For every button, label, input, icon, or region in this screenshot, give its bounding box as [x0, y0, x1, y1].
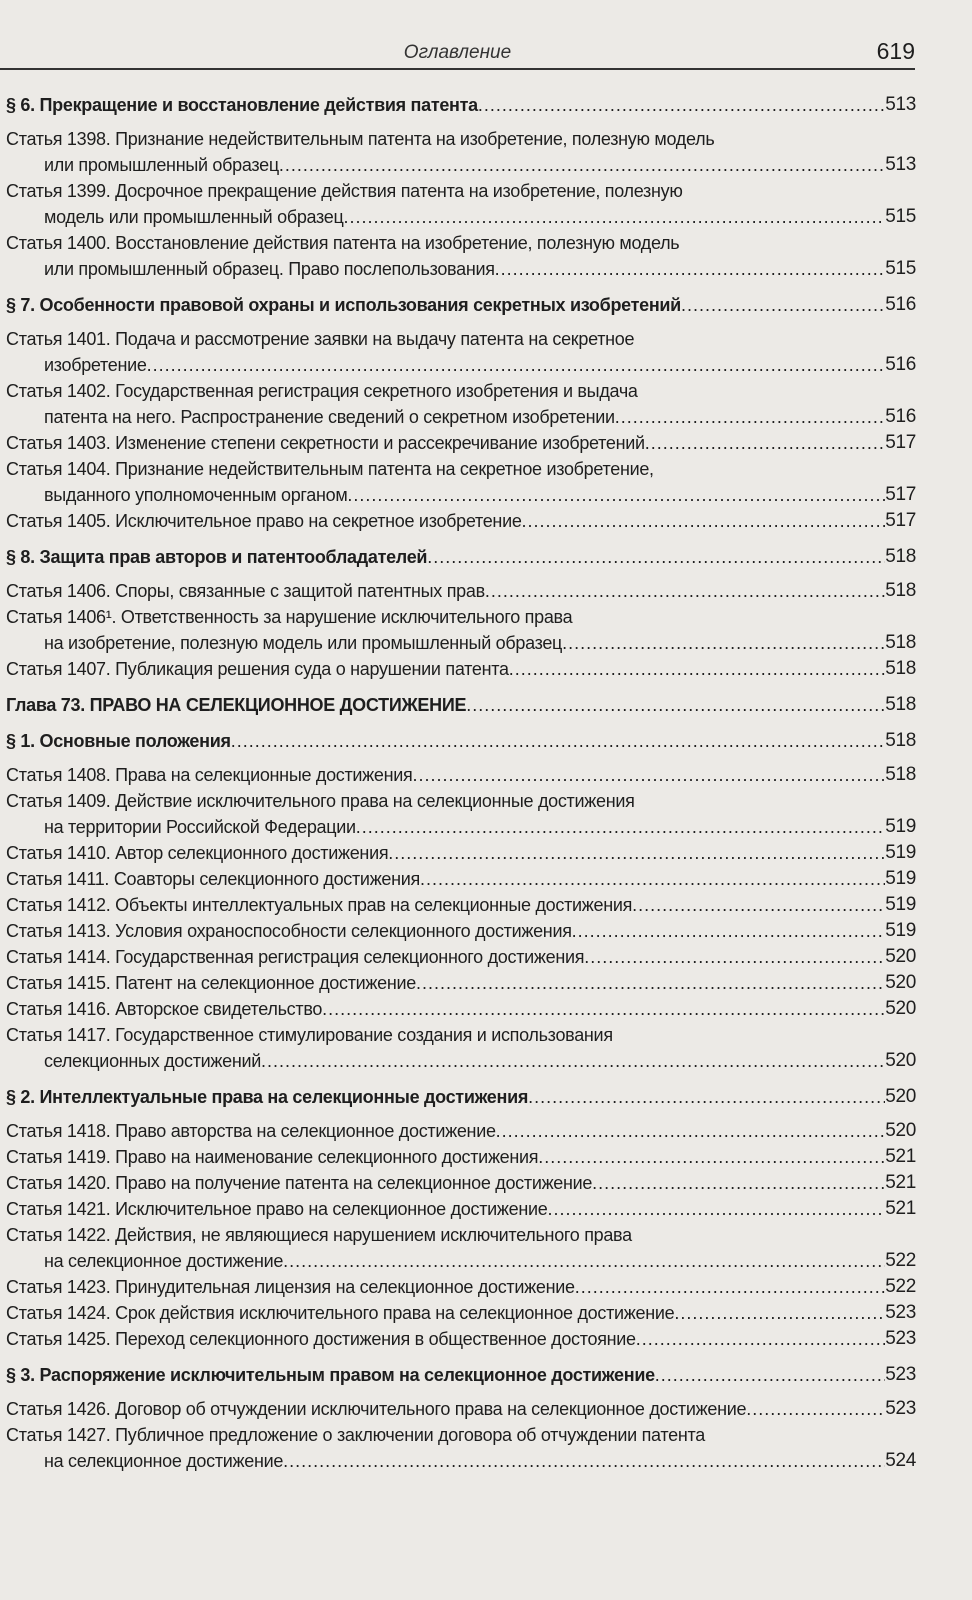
- toc-article-entry[interactable]: [6, 840, 916, 866]
- toc-entry-text: § 7. Особенности правовой охраны и использования секретных изобретений: [6, 295, 681, 315]
- toc-entry-line: [6, 918, 916, 944]
- toc-article-entry[interactable]: [6, 326, 916, 378]
- dot-leader: [485, 578, 885, 604]
- toc-section-heading[interactable]: [6, 1084, 916, 1110]
- toc-page-number: 518: [885, 546, 916, 567]
- toc-page-number: 520: [885, 946, 916, 967]
- dot-leader: [522, 508, 886, 534]
- toc-entry-line: [6, 1300, 916, 1326]
- toc-article-entry[interactable]: [6, 230, 916, 282]
- toc-article-entry[interactable]: [6, 1022, 916, 1074]
- dot-leader: [572, 918, 886, 944]
- toc-page-number: 520: [885, 1086, 916, 1107]
- dot-leader: [584, 944, 885, 970]
- toc-entry-text: Статья 1406¹. Ответственность за нарушение исключительного права: [6, 607, 573, 627]
- dot-leader: [344, 204, 886, 230]
- toc-entry-line: [6, 1326, 916, 1352]
- toc-entry-text: Статья 1422. Действия, не являющиеся нарушением исключительного права: [6, 1225, 632, 1245]
- toc-entry-line: [6, 430, 916, 456]
- toc-entry-text: § 2. Интеллектуальные права на селекционные достижения: [6, 1087, 529, 1107]
- dot-leader: [466, 692, 885, 718]
- toc-page-number: 518: [885, 730, 916, 751]
- dot-leader: [528, 1084, 885, 1110]
- toc-entry-text: Статья 1421. Исключительное право на селекционное достижение: [6, 1199, 548, 1219]
- toc-entry-text: Статья 1411. Соавторы селекционного достижения: [6, 869, 420, 889]
- toc-page-number: 523: [885, 1398, 916, 1419]
- toc-page-number: 523: [885, 1302, 916, 1323]
- toc-section-heading[interactable]: [6, 692, 916, 718]
- dot-leader: [279, 152, 885, 178]
- toc-page-number: 521: [885, 1172, 916, 1193]
- toc-entry-text: Статья 1401. Подача и рассмотрение заявки на выдачу патента на секретное: [6, 329, 635, 349]
- toc-entry-text: Статья 1402. Государственная регистрация секретного изобретения и выдача: [6, 381, 638, 401]
- toc-entry-line: [6, 1222, 916, 1248]
- dot-leader: [420, 866, 885, 892]
- toc-entry-line: [6, 944, 916, 970]
- dot-leader: [509, 656, 886, 682]
- dot-leader: [681, 292, 885, 318]
- toc-article-entry[interactable]: [6, 866, 916, 892]
- toc-article-entry[interactable]: [6, 656, 916, 682]
- dot-leader: [322, 996, 885, 1022]
- toc-page-number: 520: [885, 1120, 916, 1141]
- toc-entry-line: [6, 1274, 916, 1300]
- toc-entry-line: [6, 1396, 916, 1422]
- toc-page-number: 521: [885, 1198, 916, 1219]
- toc-entry-line: [6, 866, 916, 892]
- toc-entry-line: [6, 230, 916, 256]
- page-number: 619: [876, 38, 915, 64]
- toc-entry-line: [6, 892, 916, 918]
- toc-page-number: 518: [885, 658, 916, 679]
- toc-entry-text: Статья 1410. Автор селекционного достижения: [6, 843, 389, 863]
- toc-entry-text: Статья 1415. Патент на селекционное достижение: [6, 973, 416, 993]
- toc-entry-text: Статья 1419. Право на наименование селекционного достижения: [6, 1147, 539, 1167]
- toc-article-entry[interactable]: [6, 970, 916, 996]
- toc-article-entry[interactable]: [6, 1222, 916, 1274]
- dot-leader: [388, 840, 885, 866]
- toc-entry-line: [6, 1170, 916, 1196]
- toc-entry-line: [6, 814, 916, 840]
- toc-entry-text: Статья 1398. Признание недействительным патента на изобретение, полезную модель: [6, 129, 715, 149]
- toc-page-number: 516: [885, 294, 916, 315]
- toc-entry-text: Статья 1409. Действие исключительного права на селекционные достижения: [6, 791, 635, 811]
- toc-page-number: 518: [885, 764, 916, 785]
- toc-article-entry[interactable]: [6, 430, 916, 456]
- toc-page-number: 520: [885, 972, 916, 993]
- dot-leader: [283, 1248, 885, 1274]
- toc-page-number: 522: [885, 1250, 916, 1271]
- toc-article-entry[interactable]: [6, 996, 916, 1022]
- toc-page-number: 519: [885, 868, 916, 889]
- dot-leader: [412, 762, 885, 788]
- toc-entry-line: [6, 326, 916, 352]
- dot-leader: [231, 728, 886, 754]
- toc-article-entry[interactable]: [6, 178, 916, 230]
- toc-entry-text: § 1. Основные положения: [6, 731, 231, 751]
- toc-entry-text: Статья 1423. Принудительная лицензия на селекционное достижение: [6, 1277, 575, 1297]
- toc-entry-text: на территории Российской Федерации: [44, 817, 356, 837]
- toc-entry-text: Статья 1400. Восстановление действия патента на изобретение, полезную модель: [6, 233, 680, 253]
- toc-entry-text: Статья 1406. Споры, связанные с защитой патентных прав: [6, 581, 485, 601]
- toc-entry-line: [6, 1448, 916, 1474]
- toc-entry-text: или промышленный образец: [44, 155, 279, 175]
- toc-entry-text: Статья 1424. Срок действия исключительного права на селекционное достижение: [6, 1303, 675, 1323]
- toc-article-entry[interactable]: [6, 456, 916, 508]
- dot-leader: [261, 1048, 885, 1074]
- toc-article-entry[interactable]: [6, 1274, 916, 1300]
- toc-entry-line: [6, 1048, 916, 1074]
- toc-entry-line: [6, 1144, 916, 1170]
- dot-leader: [592, 1170, 885, 1196]
- dot-leader: [416, 970, 885, 996]
- toc-entry-line: [6, 204, 916, 230]
- toc-page-number: 516: [885, 354, 916, 375]
- toc-entry-line: [6, 1248, 916, 1274]
- toc-entry-text: выданного уполномоченным органом: [44, 485, 348, 505]
- toc-section-heading[interactable]: [6, 544, 916, 570]
- toc-page-number: 522: [885, 1276, 916, 1297]
- toc-entry-line: [6, 1422, 916, 1448]
- toc-entry-line: [6, 1362, 916, 1388]
- toc-article-entry[interactable]: [6, 1396, 916, 1422]
- dot-leader: [632, 892, 885, 918]
- toc-page-number: 513: [885, 94, 916, 115]
- toc-article-entry[interactable]: [6, 1300, 916, 1326]
- toc-entry-line: [6, 92, 916, 118]
- toc-page-number: 515: [885, 258, 916, 279]
- toc-entry-text: Статья 1408. Права на селекционные достижения: [6, 765, 413, 785]
- toc-entry-line: [6, 578, 916, 604]
- toc-entry-text: Статья 1417. Государственное стимулирование создания и использования: [6, 1025, 613, 1045]
- toc-page-number: 517: [885, 510, 916, 531]
- toc-entry-line: [6, 378, 916, 404]
- toc-page-number: 513: [885, 154, 916, 175]
- dot-leader: [615, 404, 885, 430]
- dot-leader: [636, 1326, 885, 1352]
- toc-article-entry[interactable]: [6, 944, 916, 970]
- toc-page-number: 523: [885, 1328, 916, 1349]
- dot-leader: [562, 630, 885, 656]
- toc-page-number: 520: [885, 998, 916, 1019]
- toc-entry-line: [6, 544, 916, 570]
- toc-entry-line: [6, 1084, 916, 1110]
- toc-page-number: 519: [885, 842, 916, 863]
- toc-entry-text: Статья 1416. Авторское свидетельство: [6, 999, 323, 1019]
- toc-entry-text: модель или промышленный образец: [44, 207, 344, 227]
- toc-page-number: 515: [885, 206, 916, 227]
- toc-entry-text: Статья 1399. Досрочное прекращение действия патента на изобретение, полезную: [6, 181, 683, 201]
- dot-leader: [495, 256, 886, 282]
- toc-entry-text: Статья 1413. Условия охраноспособности селекционного достижения: [6, 921, 572, 941]
- toc-entry-line: [6, 728, 916, 754]
- toc-entry-text: Статья 1427. Публичное предложение о заключении договора об отчуждении патента: [6, 1425, 705, 1445]
- toc-entry-line: [6, 482, 916, 508]
- toc-entry-line: [6, 604, 916, 630]
- toc-page-number: 518: [885, 632, 916, 653]
- dot-leader: [147, 352, 886, 378]
- toc-article-entry[interactable]: [6, 1170, 916, 1196]
- toc-page-number: 517: [885, 484, 916, 505]
- toc-entry-text: Статья 1404. Признание недействительным патента на секретное изобретение,: [6, 459, 654, 479]
- toc-entry-line: [6, 456, 916, 482]
- toc-page-number: 519: [885, 920, 916, 941]
- dot-leader: [645, 430, 885, 456]
- toc-page-number: 518: [885, 580, 916, 601]
- dot-leader: [575, 1274, 886, 1300]
- toc-page-number: 518: [885, 694, 916, 715]
- toc-article-entry[interactable]: [6, 918, 916, 944]
- toc-entry-line: [6, 788, 916, 814]
- toc-section-heading[interactable]: [6, 1362, 916, 1388]
- toc-entry-line: [6, 692, 916, 718]
- toc-entry-line: [6, 292, 916, 318]
- running-header: [0, 36, 915, 70]
- toc-entry-line: [6, 656, 916, 682]
- dot-leader: [674, 1300, 885, 1326]
- toc-article-entry[interactable]: [6, 1422, 916, 1474]
- toc-entry-line: [6, 1196, 916, 1222]
- toc-entry-text: на селекционное достижение: [44, 1251, 284, 1271]
- toc-entry-line: [6, 1022, 916, 1048]
- toc-entry-text: Статья 1425. Переход селекционного достижения в общественное достояние: [6, 1329, 636, 1349]
- toc-article-entry[interactable]: [6, 1196, 916, 1222]
- toc-page-number: 519: [885, 816, 916, 837]
- toc-entry-line: [6, 404, 916, 430]
- toc-entry-text: § 8. Защита прав авторов и патентообладателей: [6, 547, 428, 567]
- toc-entry-text: Статья 1407. Публикация решения суда о нарушении патента: [6, 659, 509, 679]
- toc-article-entry[interactable]: [6, 578, 916, 604]
- toc-entry-line: [6, 152, 916, 178]
- toc-article-entry[interactable]: [6, 604, 916, 656]
- toc-entry-line: [6, 178, 916, 204]
- toc-article-entry[interactable]: [6, 126, 916, 178]
- toc-article-entry[interactable]: [6, 762, 916, 788]
- toc-entry-line: [6, 970, 916, 996]
- toc-section-heading[interactable]: [6, 92, 916, 118]
- toc-entry-text: или промышленный образец. Право послепользования: [44, 259, 495, 279]
- toc-entry-text: на изобретение, полезную модель или промышленный образец: [44, 633, 563, 653]
- dot-leader: [538, 1144, 885, 1170]
- dot-leader: [496, 1118, 886, 1144]
- toc-page-number: 523: [885, 1364, 916, 1385]
- toc-entry-text: Статья 1414. Государственная регистрация селекционного достижения: [6, 947, 585, 967]
- toc-entry-text: Статья 1418. Право авторства на селекционное достижение: [6, 1121, 496, 1141]
- dot-leader: [356, 814, 885, 840]
- toc-page-number: 516: [885, 406, 916, 427]
- toc-page-number: 524: [885, 1450, 916, 1471]
- toc-entry-text: § 3. Распоряжение исключительным правом на селекционное достижение: [6, 1365, 655, 1385]
- dot-leader: [655, 1362, 885, 1388]
- toc-article-entry[interactable]: [6, 1144, 916, 1170]
- toc-entry-text: на селекционное достижение: [44, 1451, 284, 1471]
- toc-article-entry[interactable]: [6, 788, 916, 840]
- toc-article-entry[interactable]: [6, 378, 916, 430]
- dot-leader: [478, 92, 885, 118]
- dot-leader: [347, 482, 885, 508]
- toc-entry-line: [6, 508, 916, 534]
- toc-page-number: 521: [885, 1146, 916, 1167]
- toc-article-entry[interactable]: [6, 1118, 916, 1144]
- table-of-contents: [6, 92, 916, 1474]
- dot-leader: [547, 1196, 885, 1222]
- toc-section-heading[interactable]: [6, 728, 916, 754]
- toc-entry-text: изобретение: [44, 355, 147, 375]
- toc-entry-text: патента на него. Распространение сведений о секретном изобретении: [44, 407, 615, 427]
- dot-leader: [746, 1396, 885, 1422]
- toc-article-entry[interactable]: [6, 892, 916, 918]
- toc-entry-text: § 6. Прекращение и восстановление действия патента: [6, 95, 478, 115]
- toc-entry-line: [6, 352, 916, 378]
- toc-entry-line: [6, 256, 916, 282]
- dot-leader: [283, 1448, 885, 1474]
- toc-entry-text: Статья 1403. Изменение степени секретности и рассекречивание изобретений: [6, 433, 645, 453]
- toc-page-number: 520: [885, 1050, 916, 1071]
- toc-entry-line: [6, 1118, 916, 1144]
- toc-entry-line: [6, 126, 916, 152]
- header-title: Оглавление: [403, 42, 512, 63]
- toc-article-entry[interactable]: [6, 1326, 916, 1352]
- toc-entry-text: селекционных достижений: [44, 1051, 262, 1071]
- toc-entry-line: [6, 840, 916, 866]
- toc-entry-line: [6, 630, 916, 656]
- toc-section-heading[interactable]: [6, 292, 916, 318]
- toc-article-entry[interactable]: [6, 508, 916, 534]
- toc-entry-text: Статья 1405. Исключительное право на секретное изобретение: [6, 511, 522, 531]
- toc-entry-text: Статья 1420. Право на получение патента на селекционное достижение: [6, 1173, 593, 1193]
- toc-entry-line: [6, 996, 916, 1022]
- toc-page-number: 517: [885, 432, 916, 453]
- dot-leader: [427, 544, 885, 570]
- toc-entry-text: Статья 1426. Договор об отчуждении исключительного права на селекционное достижение: [6, 1399, 747, 1419]
- toc-entry-text: Глава 73. ПРАВО НА СЕЛЕКЦИОННОЕ ДОСТИЖЕНИЕ: [6, 695, 467, 715]
- toc-entry-line: [6, 762, 916, 788]
- toc-page-number: 519: [885, 894, 916, 915]
- toc-entry-text: Статья 1412. Объекты интеллектуальных прав на селекционные достижения: [6, 895, 633, 915]
